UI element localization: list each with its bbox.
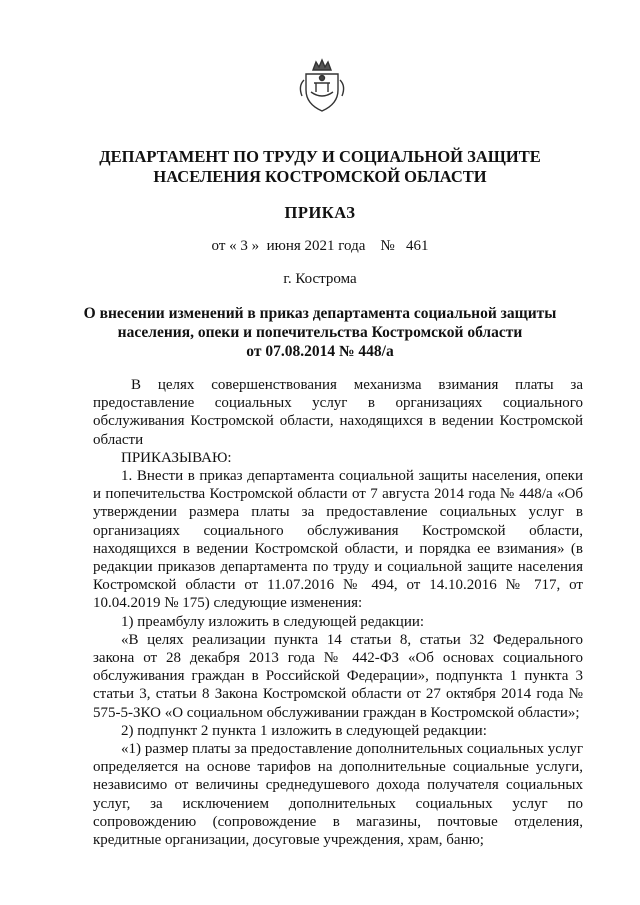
subclause-1-paragraph: 1) преамбулу изложить в следующей редакции:	[121, 613, 425, 630]
document-type: ПРИКАЗ	[284, 203, 356, 222]
new-preamble-paragraph: «В целях реализации пункта 14 статьи 8, статьи 32 Федерального закона от 28 декабря 2013 года № 442-ФЗ «Об основах социального обслуживания граждан в Российской Федерации», подпункта 1 пункта 3 статьи 3, статьи 8 Закона Костромской области от 27 октября 2014 года № 575-5-ЗКО «О социальном обслуживании граждан в Костромской области»;	[93, 631, 583, 721]
document-date: от « 3 » июня 2021 года	[211, 238, 366, 254]
subject-line-2: населения, опеки и попечительства Костромской области	[117, 324, 523, 341]
number-sign: №	[380, 238, 395, 254]
new-subclause-paragraph: «1) размер платы за предоставление дополнительных социальных услуг определяется на основе тарифов на дополнительные социальные услуги, независимо от величины среднедушевого дохода получателя социальных услуг, за исключением дополнительных социальных услуг по сопровождению (сопровождение в магазины, почтовые отделения, кредитные организации, досуговые учреждения, храм, баню;	[93, 741, 583, 849]
document-place: г. Кострома	[283, 271, 357, 287]
subject-line-3: от 07.08.2014 № 448/а	[246, 343, 394, 360]
department-header	[0, 147, 640, 187]
clause-1-paragraph: 1. Внести в приказ департамента социальной защиты населения, опеки и попечительства Костромской области от 7 августа 2014 года № 448/а «Об утверждении размера платы за предоставление социальных услуг в организациях социального обслуживания Костромской области, находящихся в ведении Костромской области, и порядка ее взимания» (в редакции приказов департамента по труду и социальной защите населения Костромской области от 11.07.2016 № 494, от 14.10.2016 № 717, от 10.04.2019 № 175) следующие изменения:	[93, 468, 583, 612]
document-number: 461	[405, 238, 429, 254]
boat-icon	[311, 83, 333, 96]
order-keyword: ПРИКАЗЫВАЮ:	[121, 449, 232, 466]
preamble-paragraph: В целях совершенствования механизма взимания платы за предоставление социальных услуг в организациях социального обслуживания Костромской области, находящихся в ведении Костромской области	[93, 377, 583, 448]
subject-line-1: О внесении изменений в приказ департамента социальной защиты	[83, 305, 557, 322]
subclause-2-paragraph: 2) подпункт 2 пункта 1 изложить в следующей редакции:	[121, 722, 487, 739]
header-line-1: ДЕПАРТАМЕНТ ПО ТРУДУ И СОЦИАЛЬНОЙ ЗАЩИТЕ	[99, 147, 541, 166]
document-subject	[0, 304, 640, 361]
document-date-line	[0, 238, 640, 255]
crown-icon	[313, 60, 331, 70]
coat-of-arms-emblem	[296, 56, 348, 116]
document-body	[93, 376, 583, 849]
header-line-2: НАСЕЛЕНИЯ КОСТРОМСКОЙ ОБЛАСТИ	[153, 167, 487, 186]
